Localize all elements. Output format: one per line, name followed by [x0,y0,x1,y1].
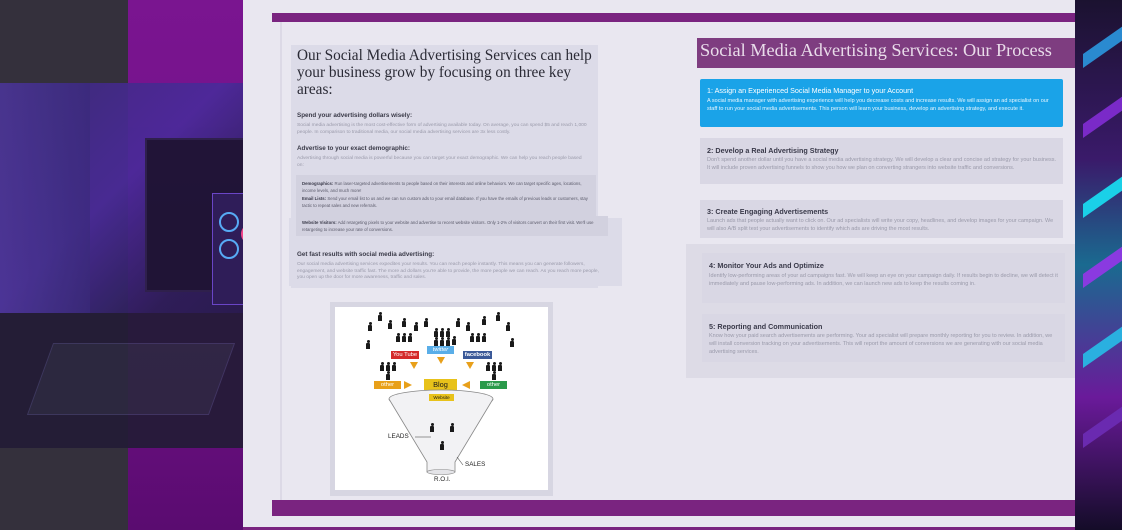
funnel-roi-label: R.O.I. [434,476,451,483]
step-2-heading: 2: Develop a Real Advertising Strategy [707,146,839,155]
targeting-demographics: Demographics: Run laser-targeted advertisements to people based on their interests and online behaviors. We can target specific ages, locations, income levels, and much more! [302,181,582,194]
website-label: Website [429,394,454,401]
other-source-left: other [374,381,401,389]
section-text-fast-results: Our social media advertising services expedites your results. You can reach people instantly. This means you can generate followers, engagement, and website traffic fast. The more ad dollars you're able to provide, the more people we can reach. As you reach more people, you open up the door for more awareness, traffic and sales. [297,262,599,281]
step-1-text: A social media manager with advertising experience will help you decrease costs and increase results. We will assign an ad specialist on our staff to run your social media advertisements. This person will learn your business, develop an advertising strategy, and execute it. [707,98,1049,112]
funnel-leads-label: LEADS [388,433,409,440]
section-text-demographic: Advertising through social media is powerful because you can target your exact demographic. We can help you reach people based on: [297,156,582,168]
youtube-logo: You Tube [392,352,418,358]
person-icon [450,423,454,432]
services-title: Our Social Media Advertising Services can help your business grow by focusing on three key areas: [297,47,592,98]
process-title: Social Media Advertising Services: Our Process [700,40,1052,60]
step-1-card[interactable] [700,79,1063,127]
step-3-text: Launch ads that people actually want to click on. Our ad specialists will write your copy, headlines, and develop images for your campaign. We will also A/B split test your advertisements to identify which ads are driving the most results. [707,218,1054,232]
top-accent-bar [272,13,1075,22]
section-heading-fast-results: Get fast results with social media advertising: [297,251,435,258]
twitter-logo: twitter [427,346,454,354]
page-margin-line [280,22,282,500]
other-source-right: other [480,381,507,389]
section-text-spend: Social media advertising is the most cost-effective form of advertising available today. On average, you can spend $5 and reach 1,000 people. In comparison to traditional media, our social media advertising services are 3x less costly. [297,123,587,135]
step-4-heading: 4: Monitor Your Ads and Optimize [709,261,824,270]
step-5-heading: 5: Reporting and Communication [709,322,823,331]
facebook-logo: facebook [464,352,491,358]
targeting-email-lists: Email Lists: Send your email list to us and we can run custom ads to your email database. If you have the emails of previous leads or customers, stay tactic to repeat sales and new referrals. [302,196,588,209]
section-heading-demographic: Advertise to your exact demographic: [297,145,411,152]
section-heading-spend: Spend your advertising dollars wisely: [297,112,413,119]
bottom-accent-bar [272,500,1075,516]
step-5-text: Know how your paid search advertisements are performing. Your ad specialist will prepare monthly reporting for you to review. In addition, we will install conversion tracking on your advertisements. This will report the amount of conversions we are generating with our social media advertising services. [709,333,1053,355]
targeting-website-visitors: Website Visitors: Add retargeting pixels to your website and advertise to recent website visitors. Only 1-2% of visitors convert on their first visit. We'll use retargeting to increase your rate of conversions. [302,220,594,233]
person-icon [440,441,444,450]
step-2-text: Don't spend another dollar until you have a social media advertising strategy. We will develop a clear and concise ad strategy for your business. It will include proven advertising funnels to show you how we plan on converting strangers into website traffic and conversions. [707,157,1057,171]
step-1-heading: 1: Assign an Experienced Social Media Manager to your Account [707,86,914,95]
background-right-wallpaper [1075,0,1122,530]
gaming-desk-photo [0,83,272,448]
blog-logo: Blog [424,379,457,390]
funnel-sales-label: SALES [465,461,486,468]
step-3-heading: 3: Create Engaging Advertisements [707,207,829,216]
step-4-text: Identify low-performing areas of your ad campaigns fast. We will keep an eye on your campaign daily. If results begin to decline, we will detect it immediately and pause low-performing ads. In addition, we can launch new ads to keep the results coming in. [709,273,1058,287]
person-icon [430,423,434,432]
